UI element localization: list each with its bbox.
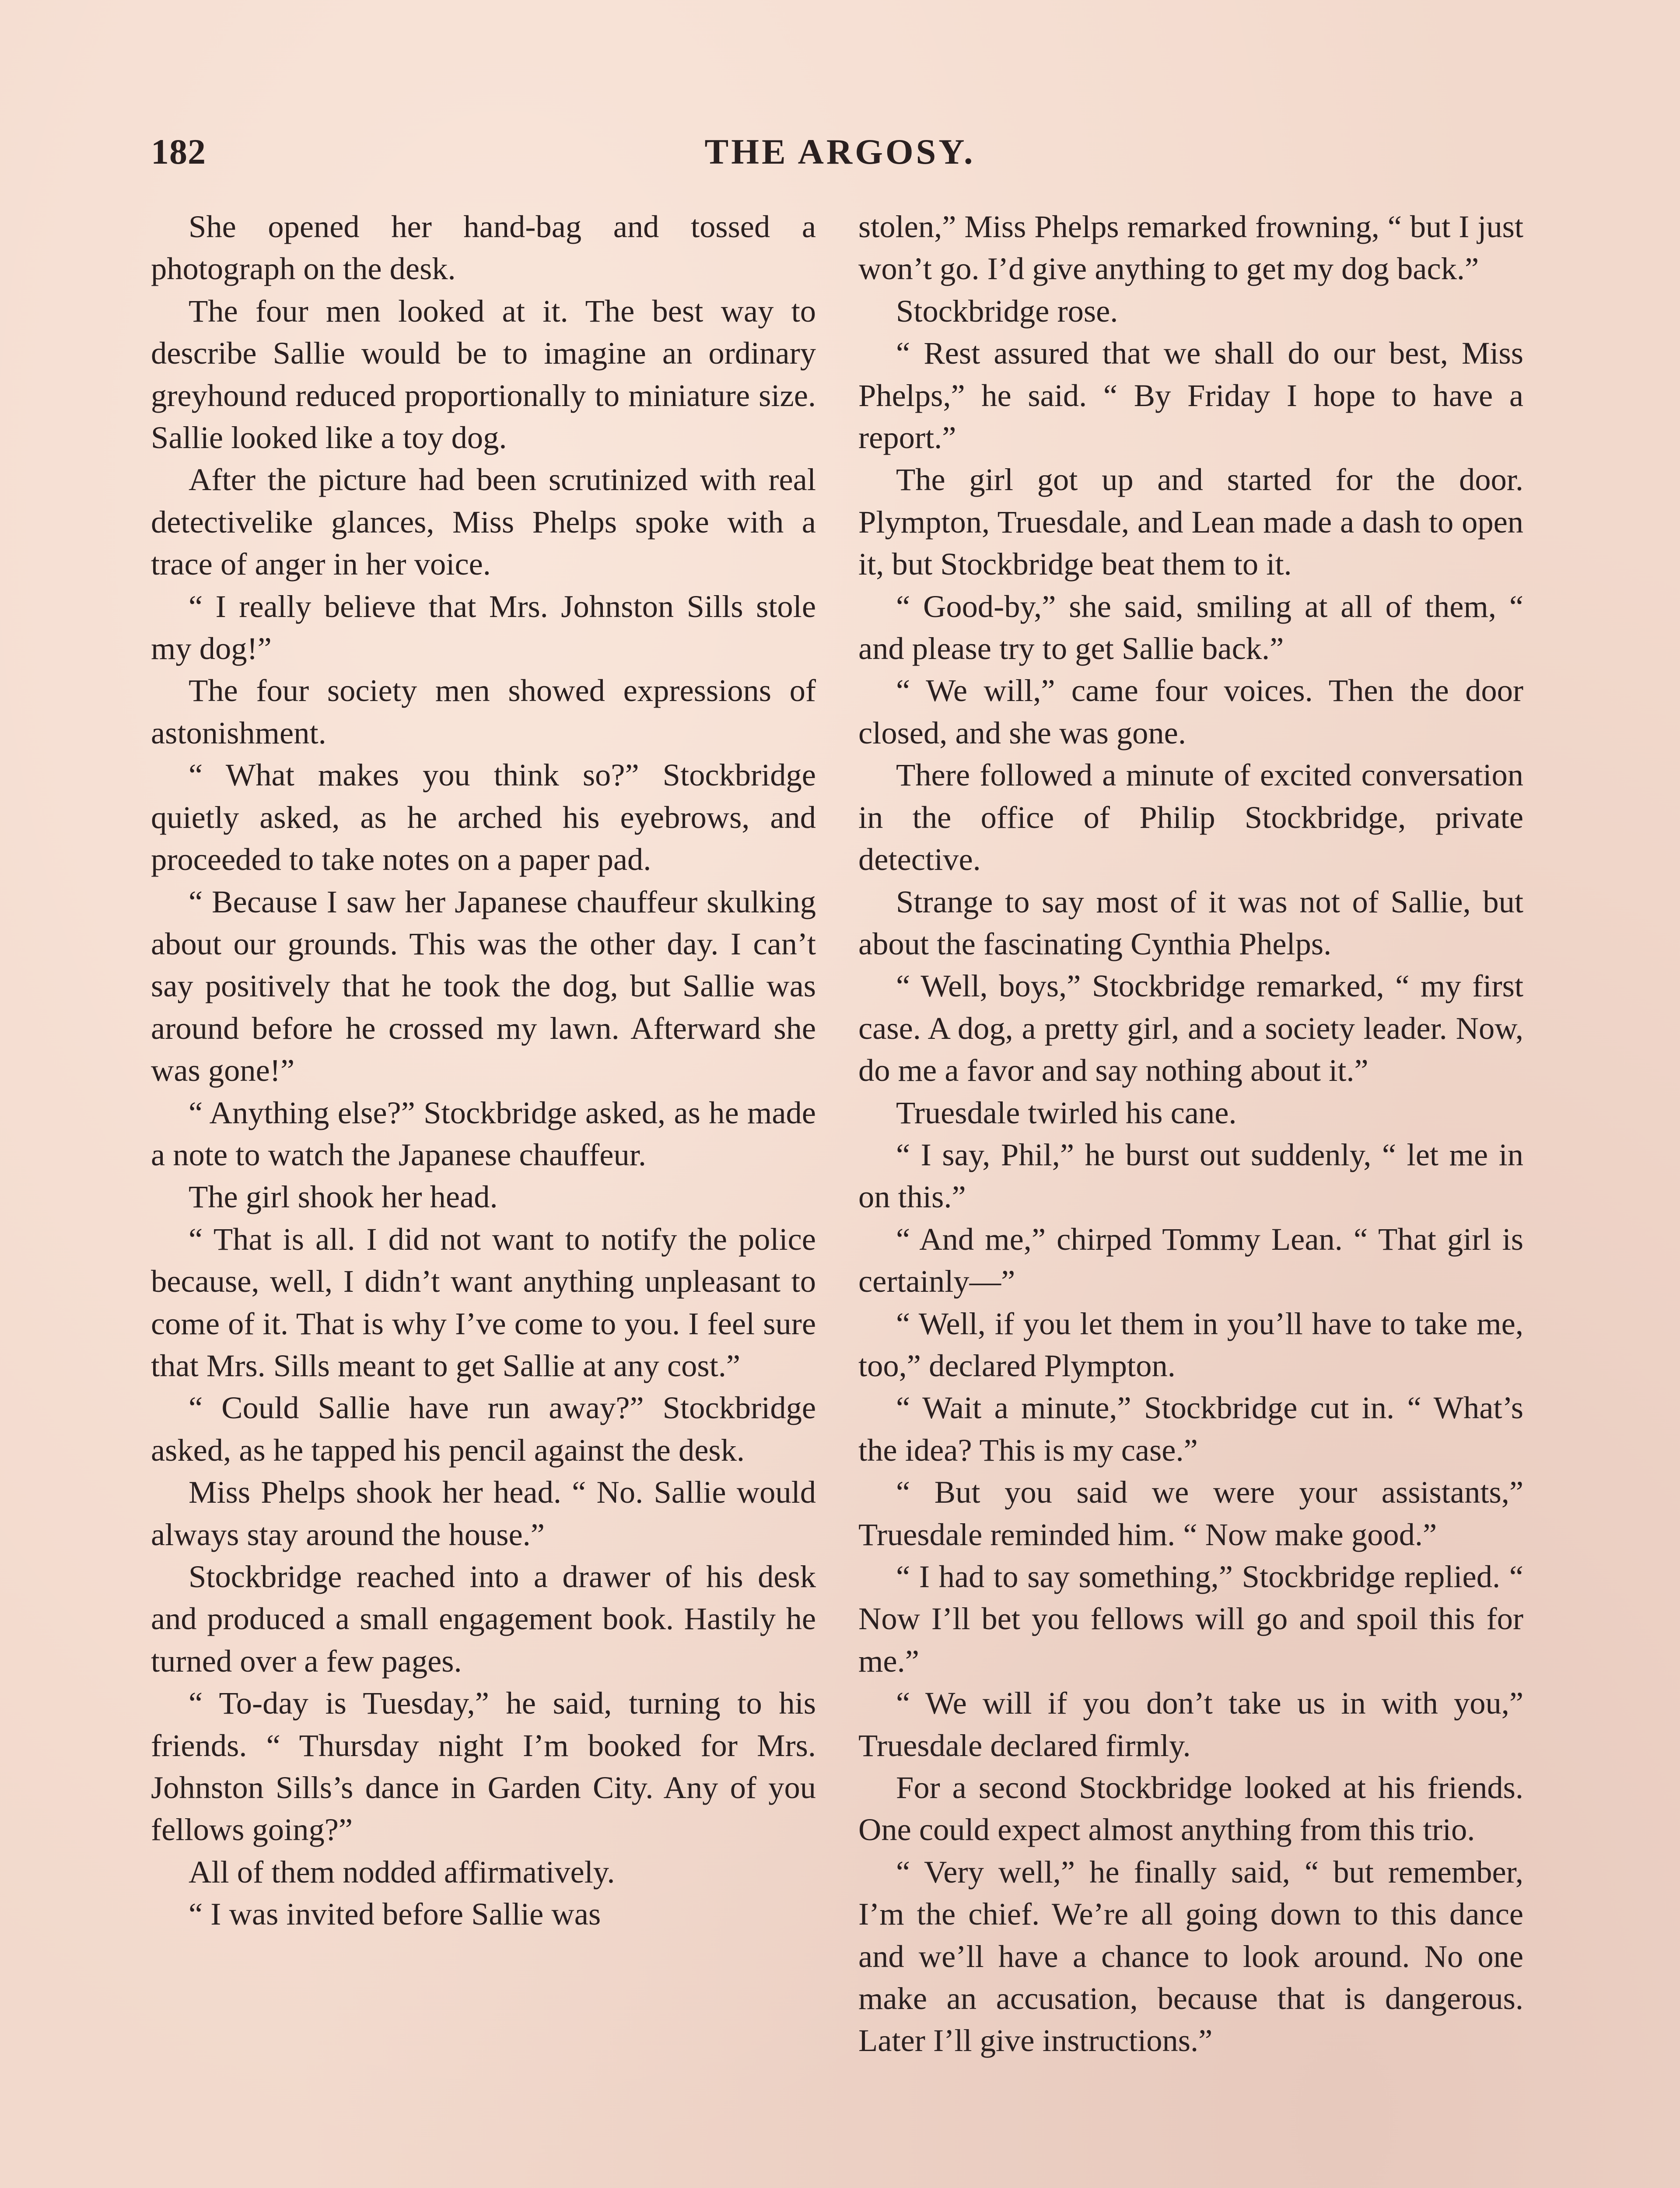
paragraph: The girl shook her head. (189, 1179, 498, 1215)
paragraph: Stockbridge reached into a drawer of his desk and produced a small engagement book. Hastily he turned over a few pages. (151, 1559, 816, 1679)
paragraph: All of them nodded affirmatively. (189, 1854, 615, 1890)
paragraph: The four men looked at it. The best way to describe Sallie would be to imagine an ordinary greyhound reduced proportionally to miniature size. Sallie looked like a toy dog. (151, 293, 816, 456)
paragraph: “ We will if you don’t take us in with you,” Truesdale declared firmly. (858, 1685, 1523, 1763)
paragraph: “ Could Sallie have run away?” Stockbridge asked, as he tapped his pencil against the desk. (151, 1390, 816, 1468)
paragraph: “ That is all. I did not want to notify the police because, well, I didn’t want anything unpleasant to come of it. That is why I’ve come to you. I feel sure that Mrs. Sills meant to get Sallie at any cost.” (151, 1221, 816, 1383)
paragraph: Miss Phelps shook her head. “ No. Sallie would always stay around the house.” (151, 1474, 816, 1552)
paragraph: stolen,” Miss Phelps remarked frowning, “ but I just won’t go. I’d give anything to get my dog back.” (858, 209, 1523, 287)
paragraph: Strange to say most of it was not of Sallie, but about the fascinating Cynthia Phelps. (858, 884, 1523, 961)
paragraph: “ What makes you think so?” Stockbridge quietly asked, as he arched his eyebrows, and proceeded to take notes on a paper pad. (151, 757, 816, 877)
paragraph: Truesdale twirled his cane. (896, 1094, 1237, 1130)
paragraph: “ And me,” chirped Tommy Lean. “ That girl is certainly—” (858, 1221, 1523, 1299)
running-head: THE ARGOSY. (704, 132, 976, 172)
paragraph: There followed a minute of excited conversation in the office of Philip Stockbridge, private detective. (858, 757, 1523, 877)
paragraph: “ Anything else?” Stockbridge asked, as he made a note to watch the Japanese chauffeur. (151, 1094, 816, 1172)
paragraph: “ I say, Phil,” he burst out suddenly, “ let me in on this.” (858, 1136, 1523, 1215)
paragraph: “ Good-by,” she said, smiling at all of them, “ and please try to get Sallie back.” (858, 588, 1523, 666)
paragraph: “ We will,” came four voices. Then the door closed, and she was gone. (858, 673, 1523, 750)
paragraph: “ I had to say something,” Stockbridge replied. “ Now I’ll bet you fellows will go and spoil this for me.” (858, 1559, 1523, 1679)
paragraph: The four society men showed expressions of astonishment. (151, 673, 816, 750)
paragraph: Stockbridge rose. (896, 293, 1118, 329)
paragraph: “ Because I saw her Japanese chauffeur skulking about our grounds. This was the other day. I can’t say positively that he took the dog, but Sallie was around before he crossed my lawn. Afterward she was gone!” (151, 884, 816, 1088)
paragraph: “ To-day is Tuesday,” he said, turning to his friends. “ Thursday night I’m booked for Mrs. Johnston Sills’s dance in Garden City. Any of you fellows going?” (151, 1685, 816, 1848)
paragraph: “ Well, boys,” Stockbridge remarked, “ my first case. A dog, a pretty girl, and a society leader. Now, do me a favor and say nothing about it.” (858, 968, 1523, 1088)
paragraph: “ I was invited before Sallie was (189, 1896, 601, 1932)
paragraph: For a second Stockbridge looked at his friends. One could expect almost anything from this trio. (858, 1770, 1523, 1848)
paragraph: “ Wait a minute,” Stockbridge cut in. “ What’s the idea? This is my case.” (858, 1390, 1523, 1468)
right-text-column (858, 206, 1523, 2062)
page-number: 182 (151, 132, 206, 172)
paragraph: “ Well, if you let them in you’ll have to take me, too,” declared Plympton. (858, 1305, 1523, 1383)
paragraph: “ But you said we were your assistants,” Truesdale reminded him. “ Now make good.” (858, 1474, 1523, 1552)
left-text-column (151, 206, 816, 1936)
page-header (151, 131, 1529, 179)
paragraph: “ Rest assured that we shall do our best, Miss Phelps,” he said. “ By Friday I hope to have a report.” (858, 335, 1523, 456)
paragraph: “ Very well,” he finally said, “ but remember, I’m the chief. We’re all going down to this dance and we’ll have a chance to look around. No one make an accusation, because that is dangerous. Later I’ll give instructions.” (858, 1854, 1523, 2058)
paragraph: “ I really believe that Mrs. Johnston Sills stole my dog!” (151, 588, 816, 666)
paragraph: She opened her hand-bag and tossed a photograph on the desk. (151, 209, 816, 287)
paragraph: After the picture had been scrutinized with real detectivelike glances, Miss Phelps spoke with a trace of anger in her voice. (151, 462, 816, 582)
paragraph: The girl got up and started for the door. Plympton, Truesdale, and Lean made a dash to open it, but Stockbridge beat them to it. (858, 462, 1523, 582)
